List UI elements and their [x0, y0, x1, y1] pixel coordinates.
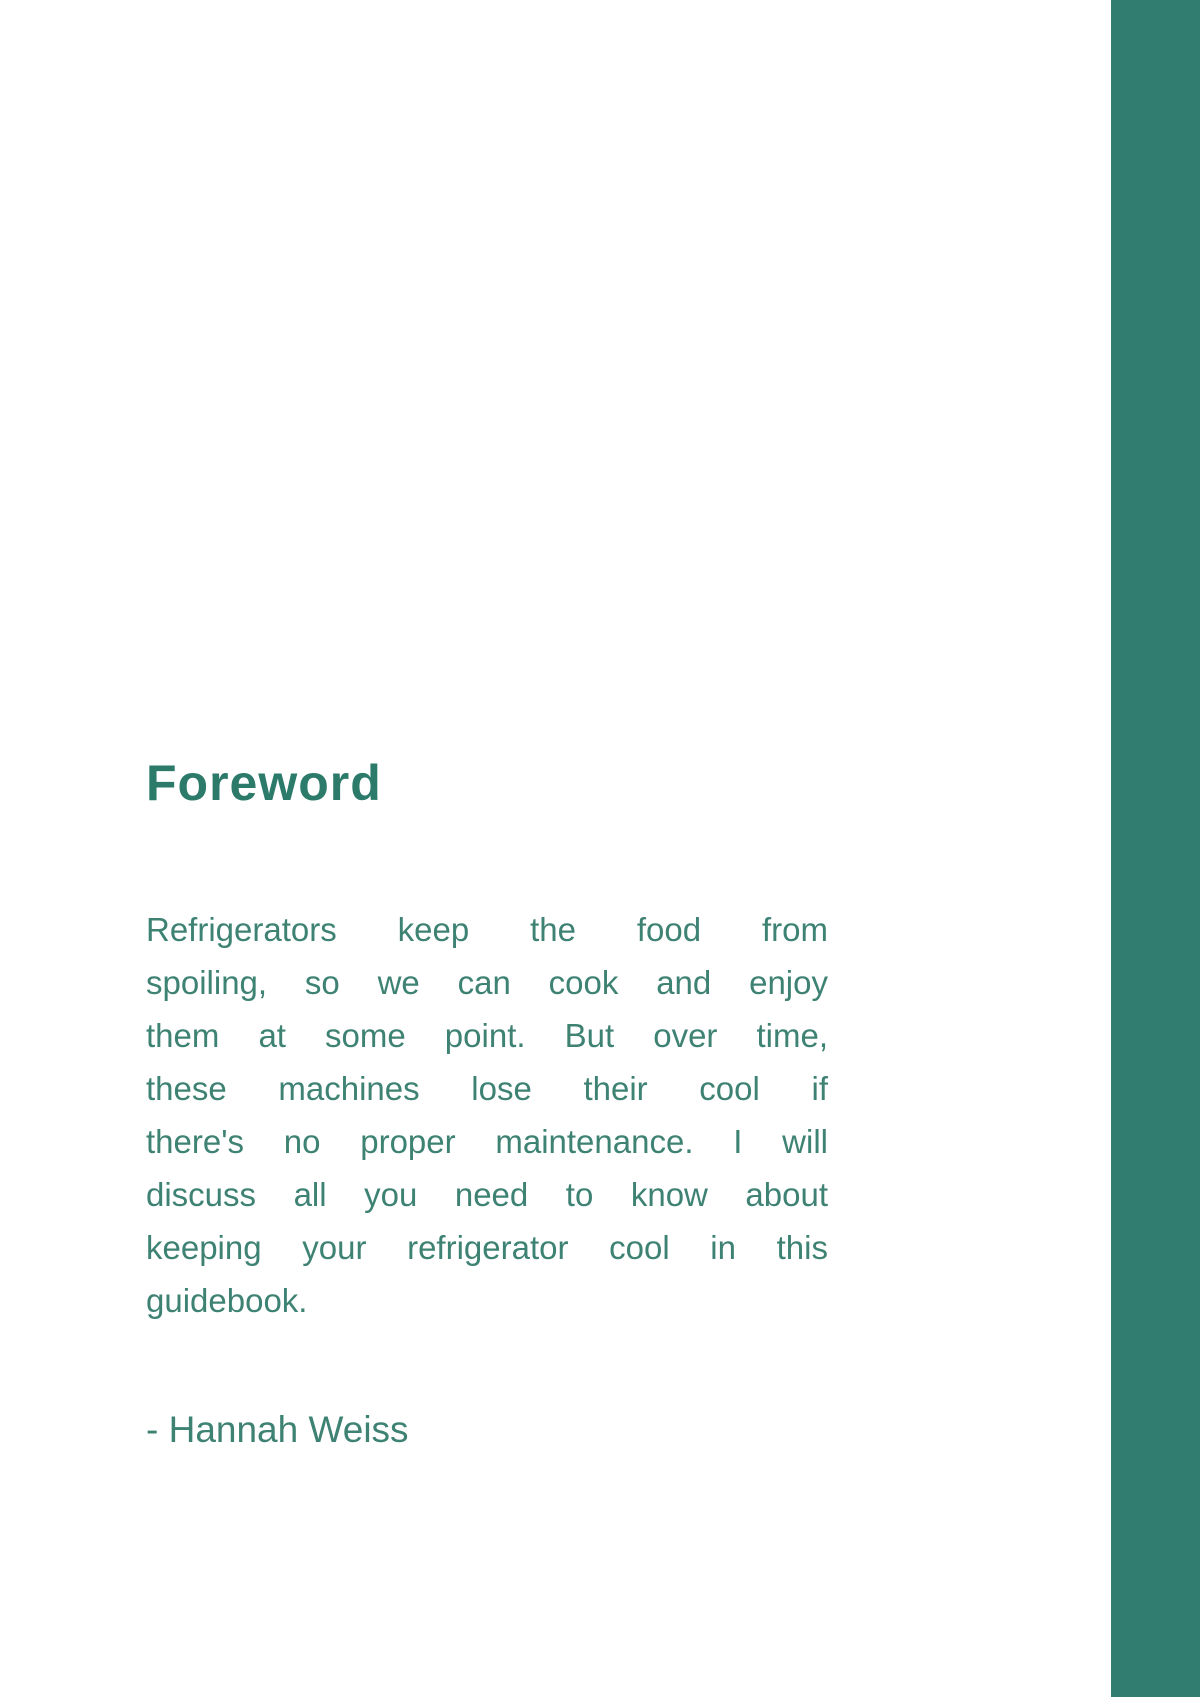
author-signature: - Hannah Weiss	[146, 1409, 409, 1450]
foreword-paragraph	[146, 903, 828, 1327]
paragraph-line: Refrigerators keep the food from	[146, 911, 828, 948]
paragraph-line: them at some point. But over time,	[146, 1017, 828, 1054]
paragraph-line: there's no proper maintenance. I will	[146, 1123, 828, 1160]
paragraph-line: guidebook.	[146, 1282, 308, 1319]
paragraph-line: spoiling, so we can cook and enjoy	[146, 964, 828, 1001]
paragraph-line: keeping your refrigerator cool in this	[146, 1229, 828, 1266]
paragraph-line: discuss all you need to know about	[146, 1176, 828, 1213]
page-accent-bar	[1111, 0, 1200, 1697]
page-title: Foreword	[146, 755, 382, 811]
paragraph-line: these machines lose their cool if	[146, 1070, 828, 1107]
